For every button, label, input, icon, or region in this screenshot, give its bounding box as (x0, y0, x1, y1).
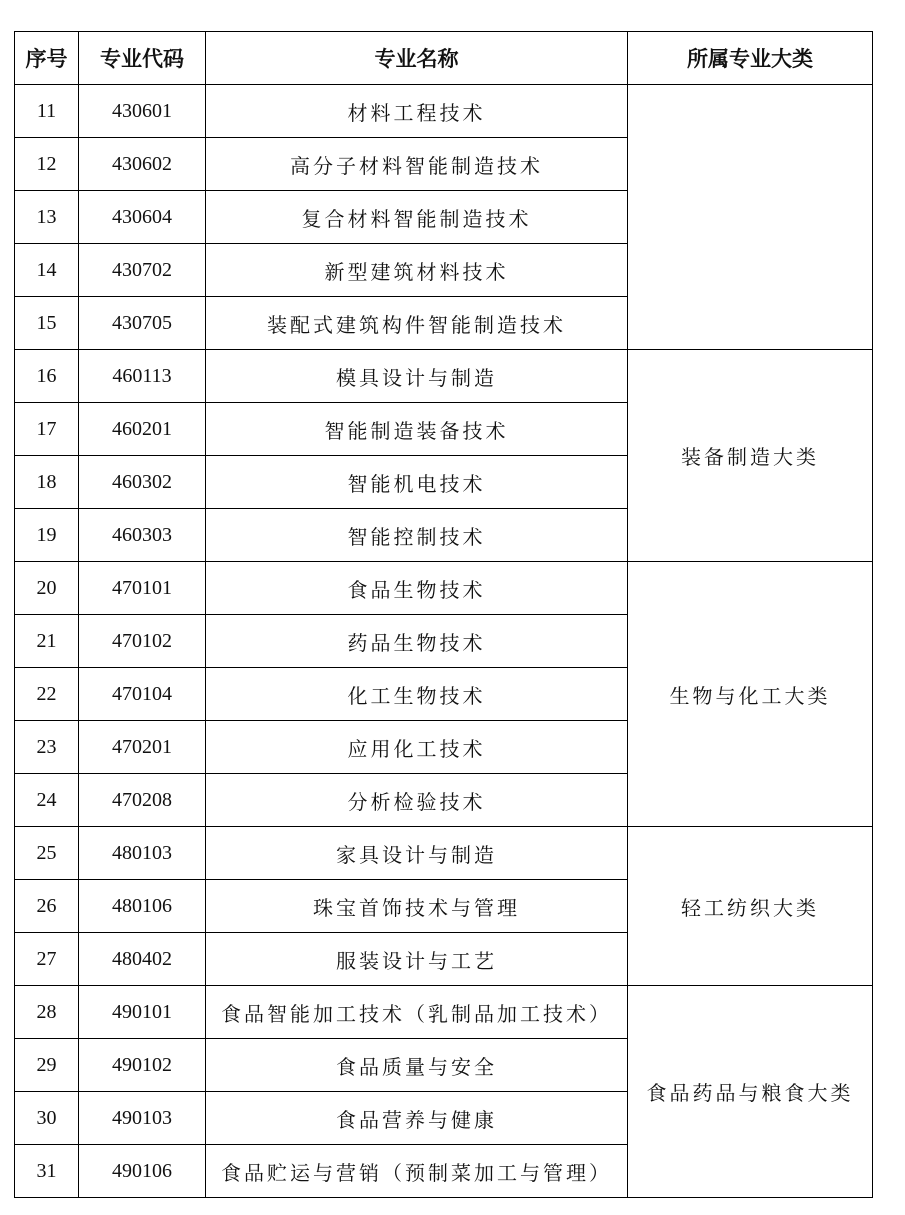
majors-table (14, 31, 873, 1198)
row-name: 装配式建筑构件智能制造技术 (206, 297, 628, 350)
row-name: 复合材料智能制造技术 (206, 191, 628, 244)
row-seq: 25 (15, 827, 79, 880)
row-seq: 11 (15, 85, 79, 138)
row-seq: 16 (15, 350, 79, 403)
row-name: 珠宝首饰技术与管理 (206, 880, 628, 933)
row-seq: 12 (15, 138, 79, 191)
row-name: 食品营养与健康 (206, 1092, 628, 1145)
row-name: 智能机电技术 (206, 456, 628, 509)
category-cell (628, 85, 873, 350)
row-seq: 28 (15, 986, 79, 1039)
row-code: 460303 (79, 509, 206, 562)
row-code: 490103 (79, 1092, 206, 1145)
row-code: 430705 (79, 297, 206, 350)
table-row (15, 562, 873, 615)
header-category: 所属专业大类 (628, 32, 873, 85)
row-seq: 13 (15, 191, 79, 244)
row-name: 食品生物技术 (206, 562, 628, 615)
row-name: 药品生物技术 (206, 615, 628, 668)
row-code: 460113 (79, 350, 206, 403)
row-seq: 22 (15, 668, 79, 721)
row-seq: 29 (15, 1039, 79, 1092)
header-code: 专业代码 (79, 32, 206, 85)
row-name: 智能控制技术 (206, 509, 628, 562)
row-name: 模具设计与制造 (206, 350, 628, 403)
row-seq: 18 (15, 456, 79, 509)
table-row (15, 827, 873, 880)
row-code: 470208 (79, 774, 206, 827)
row-name: 食品智能加工技术（乳制品加工技术） (206, 986, 628, 1039)
table-row (15, 350, 873, 403)
row-name: 分析检验技术 (206, 774, 628, 827)
row-code: 460201 (79, 403, 206, 456)
row-name: 食品贮运与营销（预制菜加工与管理） (206, 1145, 628, 1198)
row-name: 家具设计与制造 (206, 827, 628, 880)
row-seq: 26 (15, 880, 79, 933)
row-seq: 24 (15, 774, 79, 827)
row-seq: 27 (15, 933, 79, 986)
row-seq: 31 (15, 1145, 79, 1198)
category-cell: 生物与化工大类 (628, 562, 873, 827)
row-name: 应用化工技术 (206, 721, 628, 774)
row-code: 490101 (79, 986, 206, 1039)
category-cell: 轻工纺织大类 (628, 827, 873, 986)
table-row (15, 986, 873, 1039)
row-code: 430601 (79, 85, 206, 138)
header-seq: 序号 (15, 32, 79, 85)
row-seq: 17 (15, 403, 79, 456)
row-code: 470101 (79, 562, 206, 615)
row-seq: 15 (15, 297, 79, 350)
row-code: 430602 (79, 138, 206, 191)
category-cell: 食品药品与粮食大类 (628, 986, 873, 1198)
row-code: 460302 (79, 456, 206, 509)
table-row (15, 85, 873, 138)
row-code: 480103 (79, 827, 206, 880)
row-seq: 30 (15, 1092, 79, 1145)
row-name: 新型建筑材料技术 (206, 244, 628, 297)
row-seq: 19 (15, 509, 79, 562)
row-name: 高分子材料智能制造技术 (206, 138, 628, 191)
row-code: 430604 (79, 191, 206, 244)
row-code: 490106 (79, 1145, 206, 1198)
row-name: 化工生物技术 (206, 668, 628, 721)
row-seq: 14 (15, 244, 79, 297)
row-code: 430702 (79, 244, 206, 297)
row-seq: 21 (15, 615, 79, 668)
row-name: 服装设计与工艺 (206, 933, 628, 986)
row-seq: 23 (15, 721, 79, 774)
row-name: 食品质量与安全 (206, 1039, 628, 1092)
row-code: 470201 (79, 721, 206, 774)
row-code: 470102 (79, 615, 206, 668)
row-code: 470104 (79, 668, 206, 721)
row-code: 480106 (79, 880, 206, 933)
row-seq: 20 (15, 562, 79, 615)
category-cell: 装备制造大类 (628, 350, 873, 562)
header-row (15, 32, 873, 85)
row-code: 480402 (79, 933, 206, 986)
row-name: 智能制造装备技术 (206, 403, 628, 456)
row-code: 490102 (79, 1039, 206, 1092)
row-name: 材料工程技术 (206, 85, 628, 138)
header-name: 专业名称 (206, 32, 628, 85)
